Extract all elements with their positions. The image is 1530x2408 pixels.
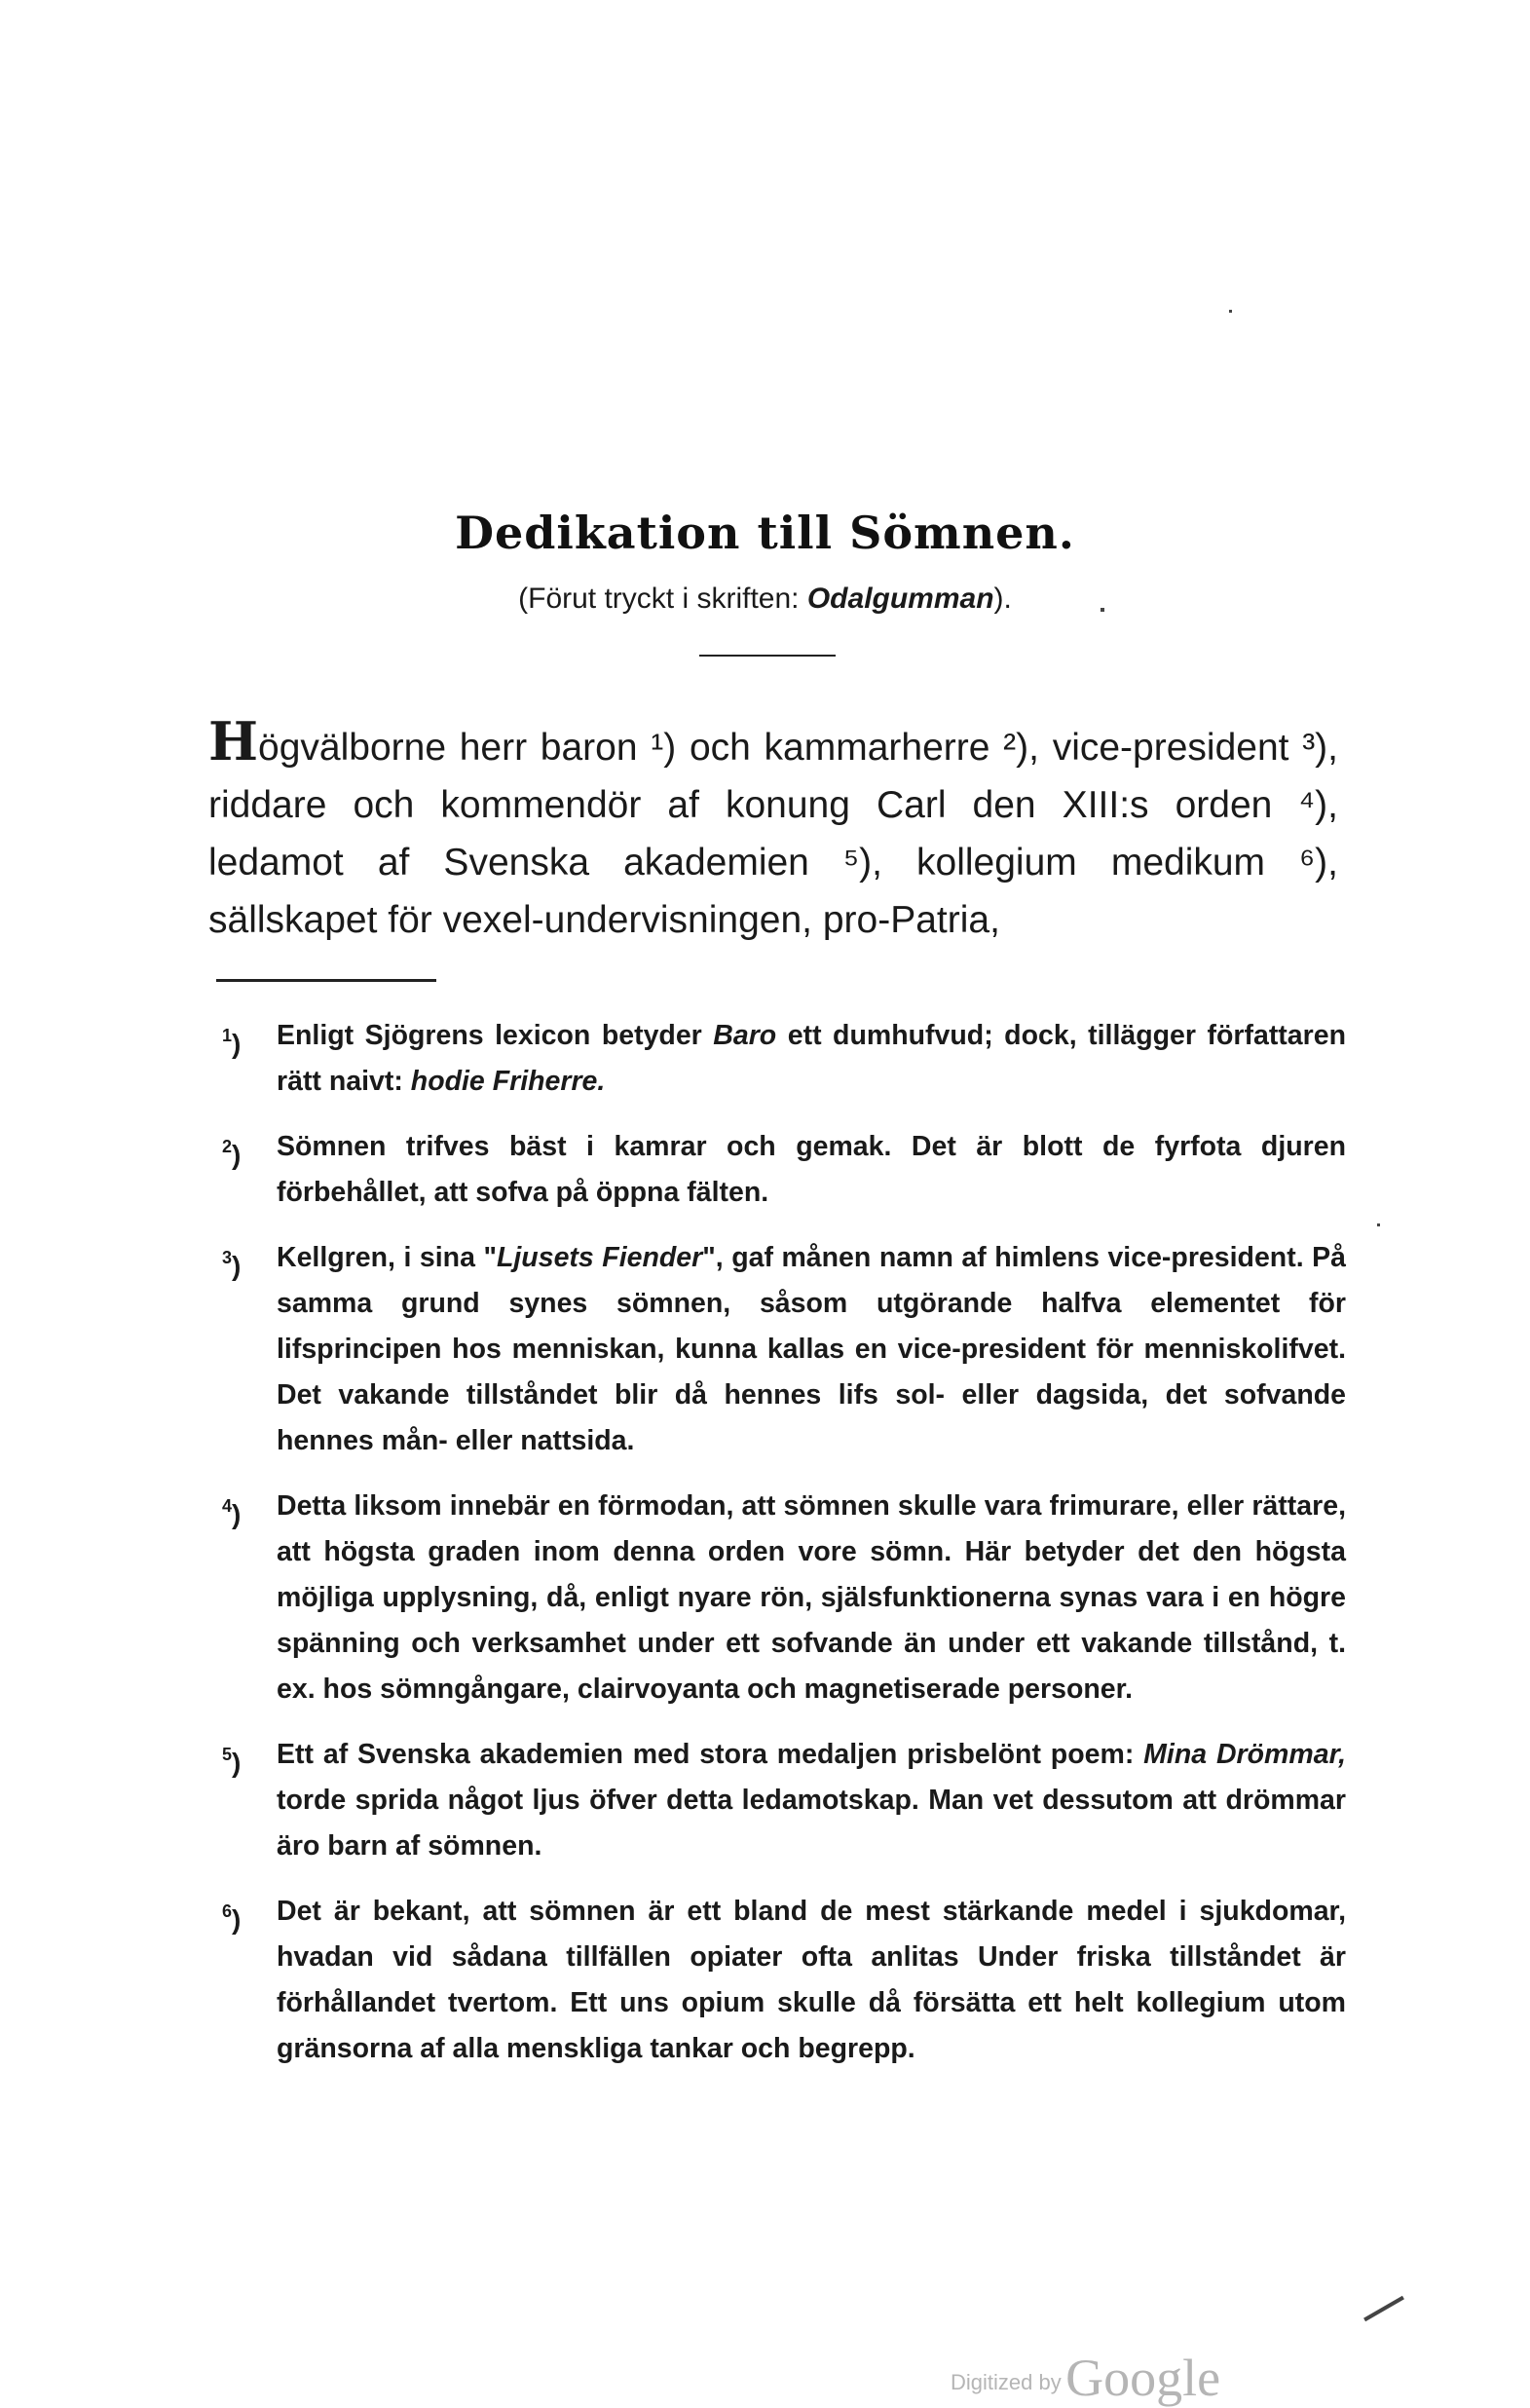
footnote-number: $^4$) [222,1496,242,1529]
dedication-text: ögvälborne herr baron ¹) och kammarherre ²), vice-president ³), riddare och kommendör af konung Carl den XIII:s orden ⁴), ledamot af Svenska akademien ⁵), kollegium medikum ⁶), sällskapet för vexel-undervisningen, pro-Patria, [208,727,1338,941]
footnote-text-part: Sömnen trifves bäst i kamrar och gemak. Det är blott de fyrfota djuren förbehållet, att sofva på öppna fälten. [277,1131,1346,1208]
speck-mark [1229,310,1232,313]
footnote-number-value: 2 [222,1137,233,1156]
footnote-text-part: Ett af Svenska akademien med stora medaljen prisbelönt poem: [277,1739,1144,1770]
footnote-5 [222,1732,1346,1869]
footnote-italic-text: Mina Drömmar, [1143,1739,1347,1770]
subtitle-prefix: (Förut tryckt i skriften: [518,583,807,615]
footnote-text [277,1131,1346,1208]
subtitle-suffix: ). [993,583,1012,615]
watermark-google: Google [1065,2349,1221,2407]
watermark-small: Digitized by [951,2370,1062,2394]
footnote-number: $^3$) [222,1248,242,1281]
footnote-text-part: torde sprida något ljus öfver detta ledamotskap. Man vet dessutom att drömmar äro barn af sömnen. [277,1785,1346,1862]
footnote-text-part: Detta liksom innebär en förmodan, att sömnen skulle vara frimurare, eller rättare, att högsta graden inom denna orden vore sömn. Här betyder det den högsta möjliga upplysning, då, enligt nyare rön, själsfunktionerna synas vara i en högre spänning och verksamhet under ett sofvande än under ett vakande tillstånd, t. ex. hos sömngångare, clairvoyanta och magnetiserade personer. [277,1490,1346,1705]
footnote-text-part: ett dumhufvud; dock, tillägger författaren rätt naivt: [277,1020,1346,1097]
footnote-6 [222,1889,1346,2072]
speck-mark [1101,608,1104,612]
footnote-italic-text: Ljusets Fiender [496,1242,703,1273]
footnote-text-part: ", gaf månen namn af himlens vice-president. På samma grund synes sömnen, såsom utgörande halfva elementet för lifsprincipen hos menniskan, kunna kallas en vice-president för menniskolifvet. Det vakande tillståndet blir då hennes lifs sol- eller dagsida, det sofvande hennes mån- eller nattsida. [277,1242,1346,1456]
footnote-text [277,1242,1346,1456]
dedication-paragraph [208,710,1338,949]
footnote-italic-text: hodie Friherre. [410,1066,606,1097]
footnotes [222,1013,1346,2091]
footnote-rule [216,979,436,982]
footnote-number: $^6$) [222,1901,242,1935]
footnote-number: $^1$) [222,1026,242,1059]
page-title: Dedikation till Sömnen. [455,507,1075,559]
footnote-text-part: Det är bekant, att sömnen är ett bland de mest stärkande medel i sjukdomar, hvadan vid sådana tillfällen opiater ofta anlitas Under friska tillståndet är förhållandet tvertom. Ett uns opium skulle då försätta ett helt kollegium utom gränsorna af alla menskliga tankar och begrepp. [277,1896,1346,2064]
subtitle-source: Odalgumman [806,583,994,615]
footnote-4 [222,1484,1346,1712]
digitized-watermark [951,2348,1262,2406]
footnote-number-value: 6 [222,1901,233,1921]
footnote-text [277,1739,1346,1862]
speck-mark [1377,1223,1380,1226]
footnote-number-value: 5 [222,1745,233,1764]
footnote-number: $^5$) [222,1745,242,1778]
footnote-3 [222,1235,1346,1464]
drop-cap: H [208,710,259,772]
footnote-text [277,1896,1346,2064]
footnote-number-value: 3 [222,1248,233,1267]
footnote-italic-text: Baro [713,1020,777,1051]
footnote-number-value: 4 [222,1496,233,1516]
footnote-text-part: Kellgren, i sina " [277,1242,497,1273]
footnote-number: $^2$) [222,1137,242,1170]
footnote-1 [222,1013,1346,1105]
title-rule [699,655,836,657]
footnote-2 [222,1124,1346,1216]
footnote-text [277,1020,1346,1097]
footnote-text-part: Enligt Sjögrens lexicon betyder [277,1020,714,1051]
footnote-number-value: 1 [222,1026,233,1045]
footnote-text [277,1490,1346,1705]
subtitle [0,583,1530,616]
pencil-mark [1363,2296,1404,2321]
